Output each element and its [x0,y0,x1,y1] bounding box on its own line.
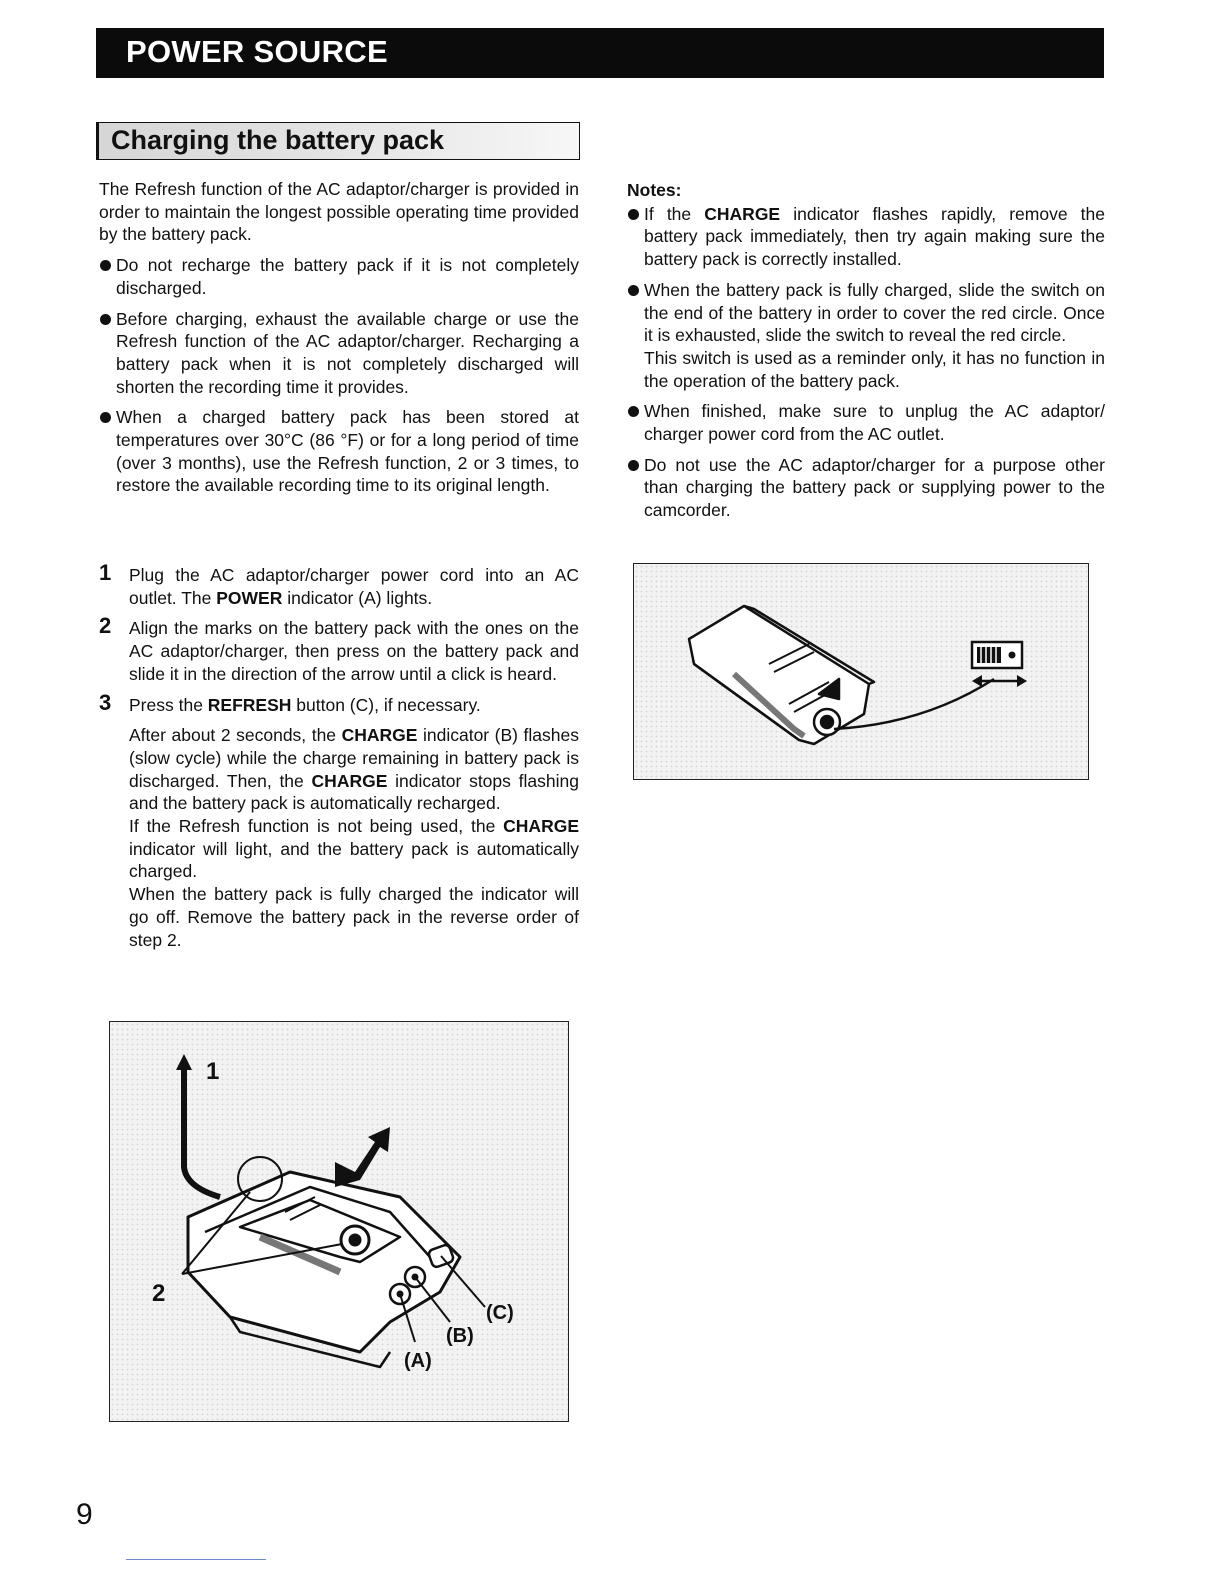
step-1 [99,560,579,609]
section-title: Charging the battery pack [111,125,445,155]
note-item: When the battery pack is fully charged, slide the switch on the end of the battery in order to cover the red circle. Once it is exhausted, slide the switch to reveal the red circle. This switch is used as a reminder only, it has no function in the operation of the battery pack. [627,279,1105,393]
figure-label-c: (C) [486,1302,514,1324]
charger-illustration [110,1022,570,1423]
intro-bullet: When a charged battery pack has been stored at temperatures over 30°C (86 °F) or for a long period of time (over 3 months), use the Refresh function, 2 or 3 times, to restore the available recording time to its original length. [99,406,579,497]
intro-bullets [99,254,579,497]
step-3-detail-p1: After about 2 seconds, the CHARGE indicator (B) flashes (slow cycle) while the charge remaining in battery pack is discharged. Then, the CHARGE indicator stops flashing and the battery pack is automatically recharged. [129,725,579,814]
note-item: Do not use the AC adaptor/charger for a purpose other than charging the battery pack or supplying power to the camcorder. [627,454,1105,522]
step-3-detail [99,724,579,951]
step-text: Press the [129,694,208,715]
figure-label-step1: 1 [206,1058,220,1085]
note-item: If the CHARGE indicator flashes rapidly, remove the battery pack immediately, then try again making sure the battery pack is correctly installed. [627,203,1105,271]
step-text: indicator (A) lights. [282,587,433,608]
step-3-detail-p3: When the battery pack is fully charged the indicator will go off. Remove the battery pack in the reverse order of step 2. [129,884,579,950]
section-banner [96,28,1104,78]
step-3 [99,689,579,717]
section-title-box [96,122,580,160]
note-item: When finished, make sure to unplug the AC adaptor/ charger power cord from the AC outlet. [627,400,1105,445]
step-text: Align the marks on the battery pack with the ones on the AC adaptor/charger, then press on the battery pack and slide it in the direction of the arrow until a click is heard. [129,618,579,684]
figure-label-a: (A) [404,1350,432,1372]
notes-list [627,203,1105,522]
battery-switch-figure [633,563,1089,780]
step-number: 3 [99,689,112,715]
step-keyword: REFRESH [207,694,292,715]
step-text: Plug the AC adaptor/charger power cord into an AC outlet. The [129,565,579,608]
intro-bullet: Before charging, exhaust the available charge or use the Refresh function of the AC adaptor/charger. Recharging a battery pack when it is not completely discharged will shorten the recording time it provides. [99,308,579,399]
steps-list [99,560,579,951]
intro-paragraph: The Refresh function of the AC adaptor/charger is provided in order to maintain the longest possible operating time provided by the battery pack. [99,179,579,245]
battery-illustration [634,564,1090,781]
step-keyword: POWER [216,587,283,608]
page-number: 9 [76,1498,93,1531]
charger-figure [109,1021,569,1422]
notes-block [627,179,1105,522]
notes-title: Notes: [627,180,682,200]
step-text: button (C), if necessary. [291,694,481,715]
step-3-detail-p2: If the Refresh function is not being used, the CHARGE indicator will light, and the battery pack is automatically charged. [129,816,579,882]
banner-title: POWER SOURCE [126,34,388,69]
step-2 [99,613,579,685]
figure-label-b: (B) [446,1325,474,1347]
intro-bullet: Do not recharge the battery pack if it is not completely discharged. [99,254,579,299]
step-number: 2 [99,613,112,639]
figure-label-step2: 2 [152,1280,166,1307]
intro-block [99,178,579,497]
step-number: 1 [99,560,112,585]
footer-rule [126,1559,266,1560]
